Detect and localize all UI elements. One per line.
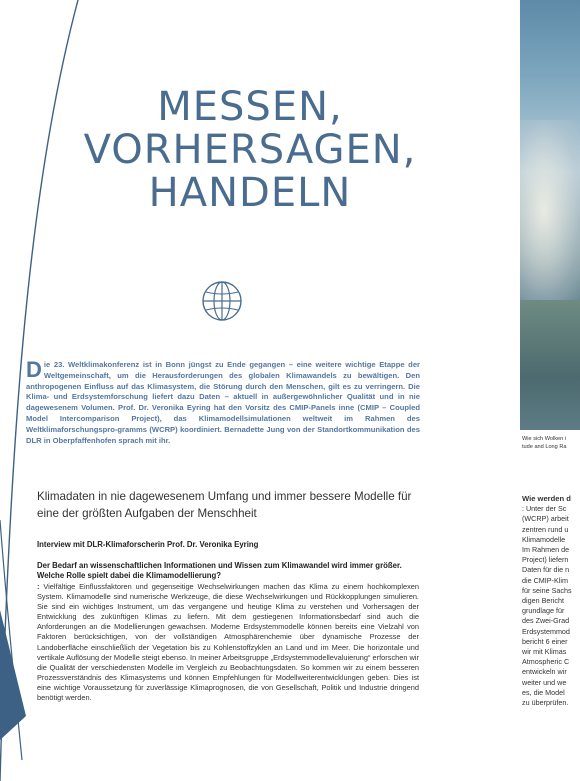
globe-icon (201, 280, 243, 322)
interview-answer (37, 582, 419, 703)
right-column-line: zu überprüfen. (522, 698, 569, 708)
lead-paragraph (26, 357, 420, 446)
answer-mark: : (37, 582, 40, 591)
interview-question: Der Bedarf an wissenschaftlichen Informationen und Wissen zum Klimawandel wird immer größer. Welche Rolle spielt dabei die Klimamodellierung? (37, 561, 402, 580)
photo-ground-layer (520, 300, 580, 430)
interview-byline: Interview mit DLR-Klimaforscherin Prof. Dr. Veronika Eyring (37, 540, 259, 549)
right-column-line: grundlage für (522, 606, 565, 616)
title-line: MESSEN, (157, 84, 343, 130)
right-column-line: : Unter der Sc (522, 504, 567, 514)
right-column-line: für seine Sachs (522, 585, 572, 595)
right-column-line: die CMIP-Klim (522, 575, 568, 585)
right-column-text (522, 494, 580, 708)
right-column-line: Daten für die n (522, 565, 570, 575)
right-column-line: Im Rahmen de (522, 545, 570, 555)
right-column-heading: Wie werden d (522, 494, 571, 503)
photo-caption (522, 435, 580, 451)
article-subtitle: Klimadaten in nie dagewesenem Umfang und immer bessere Modelle für eine der größten Aufgaben der Menschheit (37, 490, 412, 520)
right-column-line: zentren rund u (522, 524, 569, 534)
right-column-line: wir mit Klimas (522, 647, 567, 657)
cloud-photo (520, 0, 580, 430)
right-column-line: bericht 6 einer (522, 636, 568, 646)
right-column-line: entwickeln wir (522, 667, 567, 677)
right-column-line: weiter und we (522, 677, 567, 687)
right-column-line: (WCRP) arbeit (522, 514, 569, 524)
right-column-line: des Zwei-Grad (522, 616, 570, 626)
caption-line: Wie sich Wolken i (522, 436, 567, 442)
lead-text: ie 23. Weltklimakonferenz ist in Bonn jüngst zu Ende gegangen – eine weitere wichtige Etappe der Weltgemeinschaft, um die Herausforderungen des globalen Klimawandels zu bewältigen. Den anthropogenen Einfluss auf das Klimasystem, die Störung durch den Menschen, gilt es zu verringern. Die Klima- und Erdsystemforschung liefert dazu Daten – aktuell in außergewöhnlicher Qualität und in nie dagewesenem Volumen. Prof. Dr. Veronika Eyring hat den Vorsitz des CMIP-Panels inne (CMIP – Coupled Model Intercomparison Project), das Klimamodellsimulationen weltweit im Rahmen des Weltklimaforschungspro-gramms (WCRP) koordiniert. Bernadette Jung von der Standortkommunikation des DLR in Oberpfaffenhofen sprach mit ihr. (26, 360, 420, 445)
right-column-line: digen Bericht (522, 596, 564, 606)
drop-cap: D (26, 357, 42, 382)
title-line: HANDELN (148, 170, 352, 216)
photo-cloud-layer (520, 120, 580, 300)
title-line: VORHERSAGEN, (83, 127, 417, 173)
answer-text: Vielfältige Einflussfaktoren und gegenseitige Wechselwirkungen machen das Klima zu einem hochkomplexen System. Klimamodelle sind numerische Werkzeuge, die diese Wechselwirkungen und Rückkopplungen simulieren. Sie sind ein wichtiges Instrument, um das vergangene und heutige Klima zu verstehen und Vorhersagen der Entwicklung des zukünftigen Klimas zu liefern. Mit dem gestiegenen Informationsbedarf sind auch die Anforderungen an die Modellierungen gewachsen. Moderne Erdsystemmodelle können bereits eine Vielzahl von Faktoren berücksichtigen, von der vollständigen Atmosphärenchemie über dynamische Prozesse der Landoberfläche einschließlich der Vegetation bis zu Kohlenstoffzyklen an Land und im Meer. Die horizontale und vertikale Auflösung der Modelle steigt ebenso. In meiner Arbeitsgruppe „Erdsystemmodellevaluierung“ erforschen wir die Qualität der verschiedensten Modelle im Vergleich zu Beobachtungsdaten. So kommen wir zu einem besseren Prozessverständnis des Klimasystems und können Empfehlungen für Modellweiterentwicklungen geben. Dies ist eine wichtige Voraussetzung für zuverlässige Klimaprognosen, die von Gesellschaft, Politik und Industrie dringend benötigt werden. (37, 582, 419, 703)
right-column-line: Project) liefern (522, 555, 569, 565)
right-column-line: Erdsystemmod (522, 626, 570, 636)
right-column-line: es, die Model (522, 687, 565, 697)
page-title (40, 86, 460, 215)
right-column-line: Atmospheric C (522, 657, 570, 667)
caption-line: tude and Long Ra (522, 444, 567, 450)
right-column-line: Klimamodelle (522, 534, 566, 544)
